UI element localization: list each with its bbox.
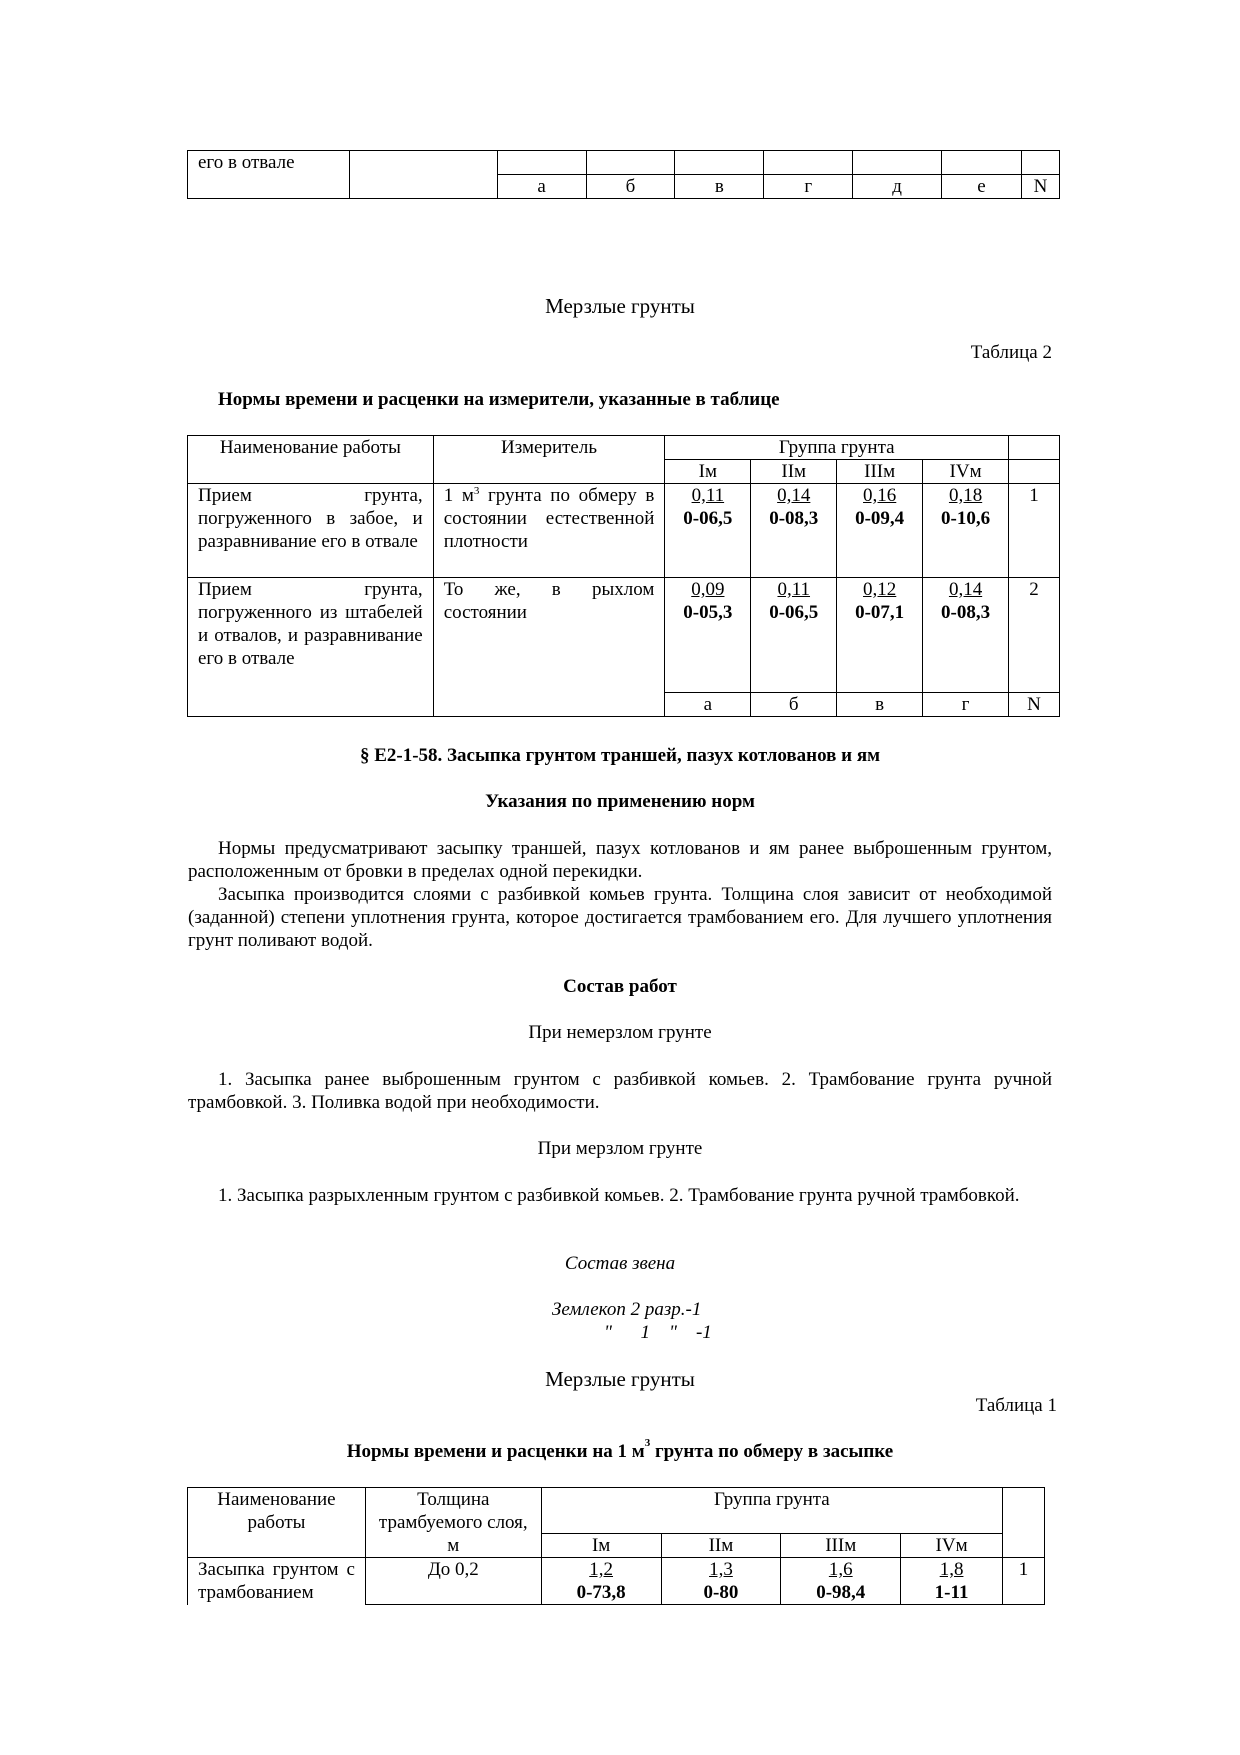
value-cell: 0,14 0-08,3 xyxy=(751,484,837,578)
table-title: Нормы времени и расценки на измерители, указанные в таблице xyxy=(218,389,780,410)
row-thickness: До 0,2 xyxy=(365,1558,541,1605)
col-letter: б xyxy=(751,693,837,717)
value-cell: 1,2 0-73,8 xyxy=(541,1558,661,1605)
col-letter: д xyxy=(853,175,942,199)
works-title: Состав работ xyxy=(563,976,677,997)
norms-table-1 xyxy=(187,1487,1045,1605)
header-group-ivm: IVм xyxy=(923,460,1009,484)
table-row xyxy=(188,1558,1045,1605)
header-group: Группа грунта xyxy=(541,1488,1002,1534)
value-cell: 0,14 0-08,3 xyxy=(923,578,1009,693)
row-unit: 1 $м^3$ грунта по обмеру в состоянии естественной плотности xyxy=(433,484,665,578)
col-letter: г xyxy=(764,175,853,199)
col-letter: а xyxy=(665,693,751,717)
header-thickness: Толщина трамбуемого слоя, м xyxy=(365,1488,541,1558)
header-unit: Измеритель xyxy=(433,436,665,484)
header-group-im: Iм xyxy=(541,1534,661,1558)
col-letter: в xyxy=(837,693,923,717)
header-name: Наименование работы xyxy=(188,1488,366,1558)
header-group-iiim: IIIм xyxy=(781,1534,901,1558)
header-group-iiim: IIIм xyxy=(837,460,923,484)
col-letter: б xyxy=(586,175,675,199)
row-unit: То же, в рыхлом состоянии xyxy=(433,578,665,717)
col-letter: е xyxy=(942,175,1022,199)
paragraph: Засыпка производится слоями с разбивкой комьев грунта. Толщина слоя зависит от необходимой (заданной) степени уплотнения грунта, которое достигается трамбованием его. Для лучшего уплотнения грунт поливают водой. xyxy=(188,884,1052,951)
value-cell: 1,6 0-98,4 xyxy=(781,1558,901,1605)
table-row xyxy=(188,578,1060,693)
unfrozen-text: 1. Засыпка ранее выброшенным грунтом с разбивкой комьев. 2. Трамбование грунта ручной трамбовкой. 3. Поливка водой при необходимости. xyxy=(188,1069,1052,1113)
row-name: Засыпка грунтом с трамбованием xyxy=(188,1558,366,1605)
paragraph: Нормы предусматривают засыпку траншей, пазух котлованов и ям ранее выброшенным грунтом, расположенным от бровки в пределах одной перекидки. xyxy=(188,838,1052,882)
crew-title: Состав звена xyxy=(564,1253,676,1274)
frozen-title: При мерзлом грунте xyxy=(537,1138,703,1159)
header-group-ivm: IVм xyxy=(901,1534,1003,1558)
top-table-fragment xyxy=(187,150,1060,199)
value-cell: 0,11 0-06,5 xyxy=(751,578,837,693)
table-label: Таблица 2 xyxy=(970,342,1052,363)
col-letter: а xyxy=(497,175,586,199)
row-number: 1 xyxy=(1003,1558,1045,1605)
row-name: Прием грунта, погруженного из штабелей и отвалов, и разравнивание его в отвале xyxy=(188,578,434,717)
section-subtitle: Мерзлые грунты xyxy=(545,294,695,318)
col-letter: г xyxy=(923,693,1009,717)
header-group-iim: IIм xyxy=(751,460,837,484)
crew-line: Землекоп 2 разр.-1 xyxy=(552,1299,702,1320)
value-cell: 0,09 0-05,3 xyxy=(665,578,751,693)
table-label: Таблица 1 xyxy=(975,1395,1057,1416)
table-row xyxy=(188,484,1060,578)
value-cell: 0,11 0-06,5 xyxy=(665,484,751,578)
value-cell: 0,16 0-09,4 xyxy=(837,484,923,578)
crew-line: " 1 " -1 xyxy=(604,1322,712,1343)
header-group: Группа грунта xyxy=(665,436,1009,460)
header-group-im: Iм xyxy=(665,460,751,484)
unfrozen-title: При немерзлом грунте xyxy=(528,1022,712,1043)
frozen-text: 1. Засыпка разрыхленным грунтом с разбивкой комьев. 2. Трамбование грунта ручной трамбовкой. xyxy=(218,1185,1020,1206)
value-cell: 1,8 1-11 xyxy=(901,1558,1003,1605)
guidelines-title: Указания по применению норм xyxy=(485,791,755,812)
value-cell: 1,3 0-80 xyxy=(661,1558,781,1605)
row-name: Прием грунта, погруженного в забое, и разравнивание его в отвале xyxy=(188,484,434,578)
header-group-iim: IIм xyxy=(661,1534,781,1558)
section-heading: § Е2-1-58. Засыпка грунтом траншей, пазух котлованов и ям xyxy=(359,745,881,766)
value-cell: 0,12 0-07,1 xyxy=(837,578,923,693)
section-subtitle: Мерзлые грунты xyxy=(545,1367,695,1391)
row-number: 1 xyxy=(1009,484,1060,578)
col-letter: N xyxy=(1021,175,1059,199)
header-name: Наименование работы xyxy=(188,436,434,484)
value-cell: 0,18 0-10,6 xyxy=(923,484,1009,578)
norms-table-2 xyxy=(187,435,1060,717)
top-table-first-cell: его в отвале xyxy=(188,151,350,199)
table-title: Нормы времени и расценки на 1 $м^3$ грунта по обмеру в засыпке xyxy=(346,1437,894,1462)
row-number: 2 xyxy=(1009,578,1060,693)
guidelines-text xyxy=(188,837,1052,952)
col-letter: в xyxy=(675,175,764,199)
col-letter: N xyxy=(1009,693,1060,717)
